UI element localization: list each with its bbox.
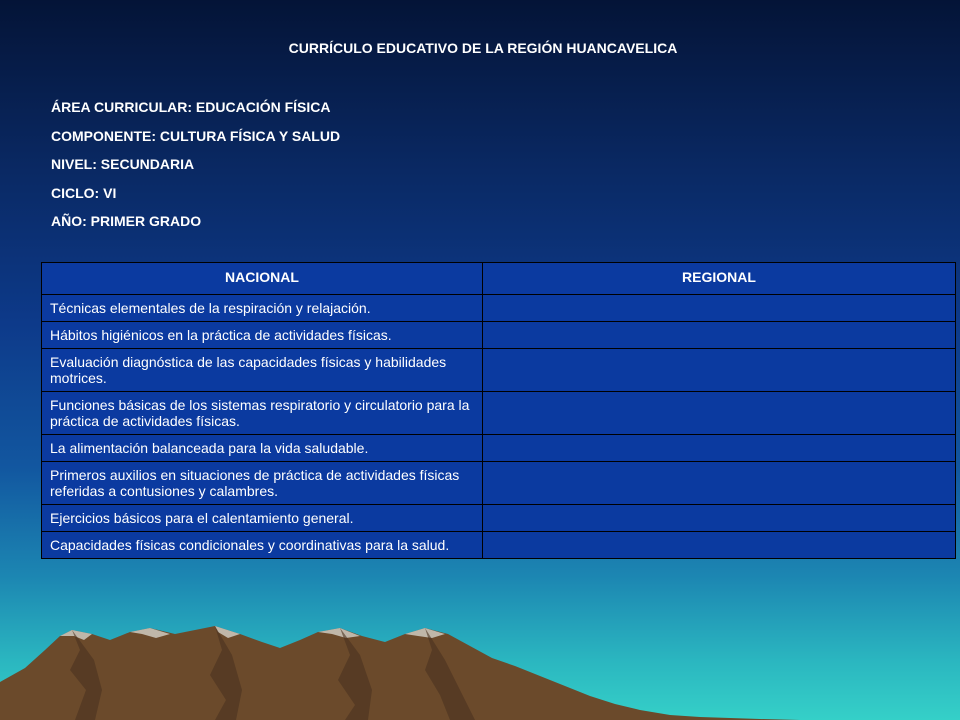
mountain-range [0, 626, 800, 720]
regional-cell [483, 349, 956, 392]
metadata-block [51, 96, 340, 239]
nacional-cell: Primeros auxilios en situaciones de práctica de actividades físicas referidas a contusiones y calambres. [42, 462, 483, 505]
table-header-row [42, 263, 956, 295]
nacional-cell: Hábitos higiénicos en la práctica de actividades físicas. [42, 322, 483, 349]
table-row [42, 462, 956, 505]
regional-cell [483, 295, 956, 322]
nacional-cell: Evaluación diagnóstica de las capacidades físicas y habilidades motrices. [42, 349, 483, 392]
table-row [42, 349, 956, 392]
table-row [42, 532, 956, 559]
regional-cell [483, 322, 956, 349]
nacional-cell: La alimentación balanceada para la vida saludable. [42, 435, 483, 462]
componente-label: COMPONENTE: CULTURA FÍSICA Y SALUD [51, 127, 341, 144]
area-curricular-label: ÁREA CURRICULAR: EDUCACIÓN FÍSICA [51, 99, 331, 115]
table-row [42, 435, 956, 462]
regional-cell [483, 392, 956, 435]
nacional-cell: Ejercicios básicos para el calentamiento general. [42, 505, 483, 532]
table-row [42, 295, 956, 322]
regional-cell [483, 532, 956, 559]
page-title: CURRÍCULO EDUCATIVO DE LA REGIÓN HUANCAVELICA [288, 40, 678, 56]
table-row [42, 505, 956, 532]
regional-cell [483, 505, 956, 532]
mountain-range-illustration [0, 620, 960, 720]
nivel-label: NIVEL: SECUNDARIA [51, 156, 195, 172]
nacional-cell: Capacidades físicas condicionales y coordinativas para la salud. [42, 532, 483, 559]
table-row [42, 392, 956, 435]
regional-cell [483, 462, 956, 505]
header-regional: REGIONAL [483, 263, 956, 295]
anio-label: AÑO: PRIMER GRADO [51, 213, 202, 229]
ciclo-label: CICLO: VI [51, 184, 117, 201]
header-nacional: NACIONAL [42, 263, 483, 295]
curriculum-table [41, 262, 956, 559]
nacional-cell: Técnicas elementales de la respiración y relajación. [42, 295, 483, 322]
table-row [42, 322, 956, 349]
nacional-cell: Funciones básicas de los sistemas respiratorio y circulatorio para la práctica de actividades físicas. [42, 392, 483, 435]
regional-cell [483, 435, 956, 462]
